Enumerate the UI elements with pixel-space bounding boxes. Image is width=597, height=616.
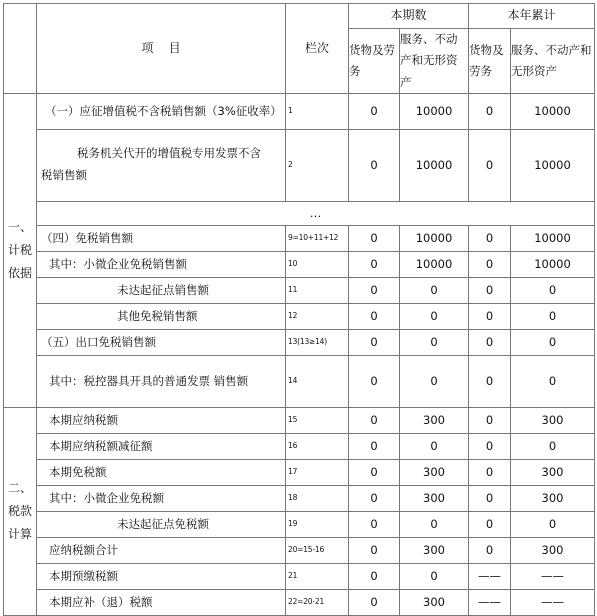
row-value: 0 xyxy=(349,407,400,433)
row-value: 0 xyxy=(469,537,511,563)
row-value: 0 xyxy=(469,129,511,201)
row-value: 300 xyxy=(400,537,469,563)
row-value: 0 xyxy=(349,277,400,303)
row-value: 0 xyxy=(349,537,400,563)
header-services-year: 服务、不动产和无形资产 xyxy=(511,29,595,94)
row-line: 10 xyxy=(286,251,349,277)
row-value: 0 xyxy=(349,303,400,329)
row-value: 0 xyxy=(400,303,469,329)
row-item: 本期预缴税额 xyxy=(37,563,286,589)
row-value: 300 xyxy=(400,485,469,511)
row-value: —— xyxy=(511,589,595,615)
table-row xyxy=(4,511,595,537)
table-row xyxy=(4,129,595,201)
row-item: （四）免税销售额 xyxy=(37,225,286,251)
header-year-total: 本年累计 xyxy=(469,4,595,29)
row-value: 300 xyxy=(400,589,469,615)
row-value: 0 xyxy=(469,355,511,407)
row-value: 0 xyxy=(469,303,511,329)
table-row xyxy=(4,537,595,563)
row-value: 0 xyxy=(349,485,400,511)
row-value: 10000 xyxy=(400,225,469,251)
row-item: 本期免税额 xyxy=(37,459,286,485)
row-value: 10000 xyxy=(511,225,595,251)
row-value: 0 xyxy=(511,433,595,459)
row-value: 0 xyxy=(349,563,400,589)
row-value: 0 xyxy=(400,563,469,589)
row-value: 0 xyxy=(469,433,511,459)
row-value: 0 xyxy=(511,303,595,329)
table-row xyxy=(4,93,595,129)
row-value: 0 xyxy=(511,329,595,355)
row-item: （一）应征增值税不含税销售额（3%征收率） xyxy=(37,93,286,129)
row-item: 其中：小微企业免税销售额 xyxy=(37,251,286,277)
row-line: 18 xyxy=(286,485,349,511)
row-value: 10000 xyxy=(511,129,595,201)
table-row xyxy=(4,277,595,303)
table-row xyxy=(4,459,595,485)
row-value: 0 xyxy=(469,459,511,485)
row-value: 0 xyxy=(349,93,400,129)
row-value: 10000 xyxy=(400,251,469,277)
row-item: 应纳税额合计 xyxy=(37,537,286,563)
header-line: 栏次 xyxy=(286,4,349,94)
table-row xyxy=(4,563,595,589)
ellipsis-row xyxy=(4,201,595,225)
row-value: 0 xyxy=(511,511,595,537)
row-item: 未达起征点免税额 xyxy=(37,511,286,537)
header-corner xyxy=(4,4,37,94)
row-value: 300 xyxy=(400,407,469,433)
row-value: 0 xyxy=(469,251,511,277)
row-line: 14 xyxy=(286,355,349,407)
row-value: 300 xyxy=(511,407,595,433)
table-row xyxy=(4,225,595,251)
row-value: 0 xyxy=(511,355,595,407)
row-value: 0 xyxy=(469,485,511,511)
row-value: 0 xyxy=(400,511,469,537)
row-value: 0 xyxy=(349,589,400,615)
row-line: 2 xyxy=(286,129,349,201)
row-line: 20=15-16 xyxy=(286,537,349,563)
row-line: 13(13≥14) xyxy=(286,329,349,355)
row-line: 17 xyxy=(286,459,349,485)
row-line: 19 xyxy=(286,511,349,537)
row-value: 300 xyxy=(511,459,595,485)
row-line: 16 xyxy=(286,433,349,459)
row-item: 本期应纳税额 xyxy=(37,407,286,433)
row-value: 10000 xyxy=(400,129,469,201)
row-value: 0 xyxy=(349,459,400,485)
row-item: 本期应纳税额减征额 xyxy=(37,433,286,459)
row-value: 0 xyxy=(349,129,400,201)
row-value: 0 xyxy=(469,277,511,303)
row-line: 11 xyxy=(286,277,349,303)
table-row xyxy=(4,407,595,433)
section-tax-label: 二、税款计算 xyxy=(4,407,37,615)
row-value: 0 xyxy=(400,329,469,355)
table-row xyxy=(4,329,595,355)
row-item: （五）出口免税销售额 xyxy=(37,329,286,355)
row-line: 12 xyxy=(286,303,349,329)
row-value: 0 xyxy=(349,433,400,459)
row-value: —— xyxy=(469,563,511,589)
row-value: 0 xyxy=(349,225,400,251)
row-item: 税务机关代开的增值税专用发票不含税销售额 xyxy=(37,129,286,201)
table-row xyxy=(4,433,595,459)
row-line: 9=10+11+12 xyxy=(286,225,349,251)
row-item: 其中：税控器具开具的普通发票 销售额 xyxy=(37,355,286,407)
row-line: 15 xyxy=(286,407,349,433)
row-value: 0 xyxy=(349,329,400,355)
row-value: 10000 xyxy=(400,93,469,129)
row-value: 300 xyxy=(511,485,595,511)
row-value: 10000 xyxy=(511,251,595,277)
row-line: 1 xyxy=(286,93,349,129)
row-value: 0 xyxy=(349,355,400,407)
row-item: 其中：小微企业免税额 xyxy=(37,485,286,511)
row-value: —— xyxy=(511,563,595,589)
row-value: 0 xyxy=(469,511,511,537)
row-value: —— xyxy=(469,589,511,615)
row-value: 0 xyxy=(469,225,511,251)
row-value: 300 xyxy=(400,459,469,485)
table-row xyxy=(4,303,595,329)
tax-return-table xyxy=(3,3,595,616)
row-value: 0 xyxy=(349,251,400,277)
table-row xyxy=(4,251,595,277)
row-item: 未达起征点销售额 xyxy=(37,277,286,303)
row-value: 0 xyxy=(469,329,511,355)
row-line: 21 xyxy=(286,563,349,589)
header-item: 项 目 xyxy=(37,4,286,94)
header-goods-year: 货物及劳务 xyxy=(469,29,511,94)
row-value: 0 xyxy=(469,93,511,129)
row-line: 22=20-21 xyxy=(286,589,349,615)
table-row xyxy=(4,485,595,511)
header-services-current: 服务、不动产和无形资产 xyxy=(400,29,469,94)
row-item: 其他免税销售额 xyxy=(37,303,286,329)
row-item: 本期应补（退）税额 xyxy=(37,589,286,615)
row-value: 0 xyxy=(400,355,469,407)
row-value: 0 xyxy=(400,433,469,459)
row-value: 300 xyxy=(511,537,595,563)
header-goods-current: 货物及劳务 xyxy=(349,29,400,94)
row-value: 0 xyxy=(511,277,595,303)
ellipsis: … xyxy=(37,201,595,225)
row-value: 10000 xyxy=(511,93,595,129)
header-current-period: 本期数 xyxy=(349,4,469,29)
row-value: 0 xyxy=(349,511,400,537)
table-row xyxy=(4,355,595,407)
row-value: 0 xyxy=(469,407,511,433)
table-row xyxy=(4,589,595,615)
row-value: 0 xyxy=(400,277,469,303)
section-basis-label: 一、计税依据 xyxy=(4,93,37,407)
